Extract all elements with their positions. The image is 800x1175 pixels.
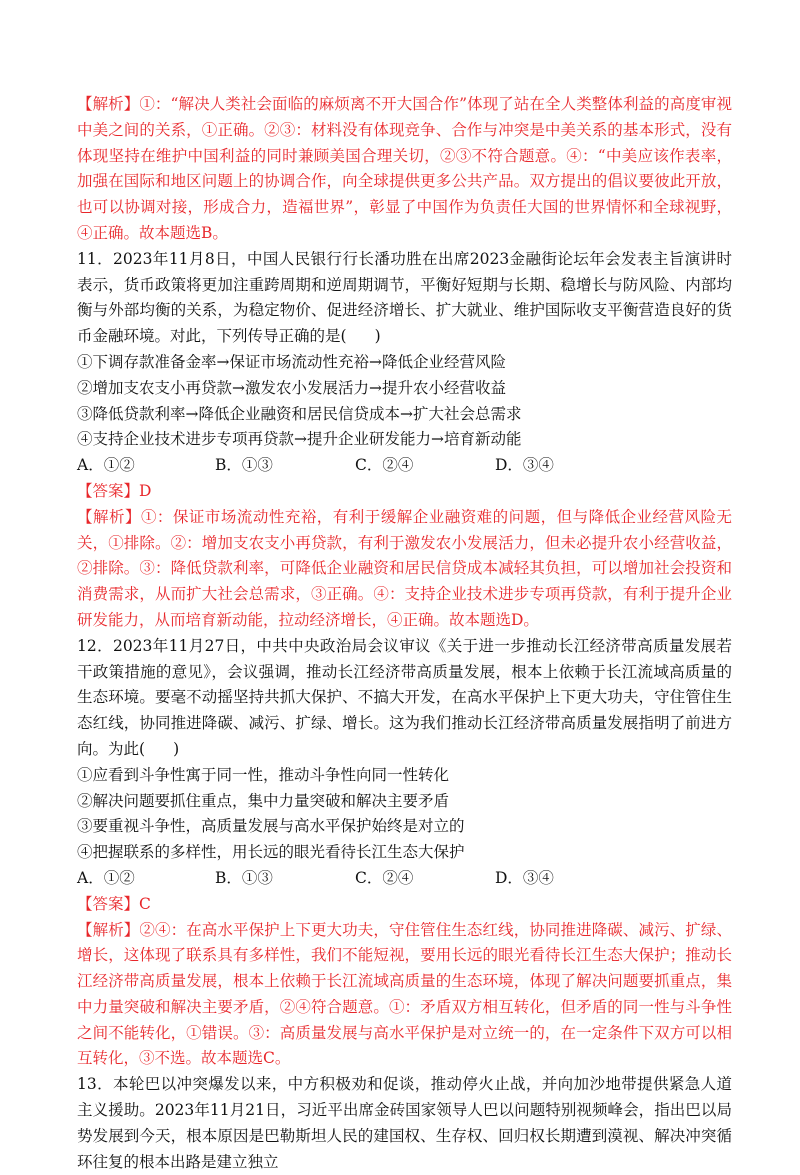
q11-stem [77, 247, 732, 350]
document-page [77, 92, 732, 1175]
question-11 [77, 247, 732, 634]
q11-choice-d: D．③④ [495, 456, 554, 475]
q12-option-3: ③要重视斗争性，高质量发展与高水平保护始终是对立的 [77, 817, 465, 836]
prev-analysis: 【解析】①：“解决人类社会面临的麻烦离不开大国合作”体现了站在全人类整体利益的高度审视中美之间的关系，①正确。②③：材料没有体现竞争、合作与冲突是中美关系的基本形式，没有体现坚持在维护中国利益的同时兼顾美国合理关切，②③不符合题意。④：“中美应该作表率，加强在国际和地区问题上的协调合作，向全球提供更多公共产品。双方提出的倡议要彼此开放，也可以协调对接，形成合力，造福世界”，彰显了中国作为负责任大国的世界情怀和全球视野，④正确。故本题选B。 [77, 95, 732, 242]
q12-choice-a: A．①② [77, 868, 135, 887]
q13-stem: 13．本轮巴以冲突爆发以来，中方积极劝和促谈，推动停火止战，并向加沙地带提供紧急人道主义援助。2023年11月21日，习近平出席金砖国家领导人巴以问题特别视频峰会，指出巴以局势发展到今天，根本原因是巴勒斯坦人民的建国权、生存权、回归权长期遭到漠视、解决冲突循环往复的根本出路是建立独立 [77, 1075, 732, 1171]
q11-choice-a: A．①② [77, 456, 135, 475]
q11-option-1: ①下调存款准备金率→保证市场流动性充裕→降低企业经营风险 [77, 352, 506, 371]
q12-answer: 【答案】C [77, 894, 151, 913]
question-12 [77, 634, 732, 1073]
q11-choices [77, 453, 732, 479]
q11-option-3: ③降低贷款利率→降低企业融资和居民信贷成本→扩大社会总需求 [77, 404, 522, 423]
q12-choice-c: C．②④ [355, 868, 414, 887]
q11-choice-c: C．②④ [355, 456, 414, 475]
q12-stem-close: ) [173, 739, 180, 758]
q11-choice-b: B．①③ [215, 456, 273, 475]
q12-stem-text: 12．2023年11月27日，中共中央政治局会议审议《关于进一步推动长江经济带高质量发展若干政策措施的意见》，会议强调，推动长江经济带高质量发展，根本上依赖于长江流域高质量的生态环境。要毫不动摇坚持共抓大保护、不搞大开发，在高水平保护上下更大功夫，守住管住生态红线，协同推进降碳、减污、扩绿、增长。这为我们推动长江经济带高质量发展指明了前进方向。为此( [77, 636, 732, 758]
q12-choices [77, 866, 732, 892]
q11-stem-text: 11．2023年11月8日，中国人民银行行长潘功胜在出席2023金融街论坛年会发表主旨演讲时表示，货币政策将更加注重跨周期和逆周期调节，平衡好短期与长期、稳增长与防风险、内部均衡与外部均衡的关系，为稳定物价、促进经济增长、扩大就业、维护国际收支平衡营造良好的货币金融环境。对此，下列传导正确的是( [77, 249, 732, 346]
q12-option-4: ④把握联系的多样性，用长远的眼光看待长江生态大保护 [77, 843, 465, 862]
q11-stem-close: ) [374, 327, 381, 346]
q12-analysis: 【解析】②④：在高水平保护上下更大功夫，守住管住生态红线，协同推进降碳、减污、扩绿、增长，这体现了联系具有多样性，我们不能短视，要用长远的眼光看待长江生态大保护；推动长江经济带高质量发展，根本上依赖于长江流域高质量的生态环境，体现了解决问题要抓重点，集中力量突破和解决主要矛盾，②④符合题意。①：矛盾双方相互转化，但矛盾的同一性与斗争性之间不能转化，①错误。③：高质量发展与高水平保护是对立统一的，在一定条件下双方可以相互转化，③不选。故本题选C。 [77, 920, 732, 1068]
q12-choice-d: D．③④ [495, 868, 554, 887]
question-13 [77, 1072, 732, 1175]
q12-option-1: ①应看到斗争性寓于同一性，推动斗争性向同一性转化 [77, 765, 450, 784]
q11-option-2: ②增加支农支小再贷款→激发农小发展活力→提升农小经营收益 [77, 378, 506, 397]
q11-answer: 【答案】D [77, 481, 152, 500]
q12-option-2: ②解决问题要抓住重点，集中力量突破和解决主要矛盾 [77, 791, 450, 810]
q11-analysis: 【解析】①：保证市场流动性充裕，有利于缓解企业融资难的问题，但与降低企业经营风险无关，①排除。②：增加支农支小再贷款，有利于激发农小发展活力，但未必提升农小经营收益，②排除。③：降低贷款利率，可降低企业融资和居民信贷成本减轻其负担，可以增加社会投资和消费需求，从而扩大社会总需求，③正确。④：支持企业技术进步专项再贷款，有利于提升企业研发能力，从而培育新动能，拉动经济增长，④正确。故本题选D。 [77, 507, 732, 629]
q12-stem [77, 634, 732, 763]
q11-option-4: ④支持企业技术进步专项再贷款→提升企业研发能力→培育新动能 [77, 430, 522, 449]
q12-choice-b: B．①③ [215, 868, 273, 887]
